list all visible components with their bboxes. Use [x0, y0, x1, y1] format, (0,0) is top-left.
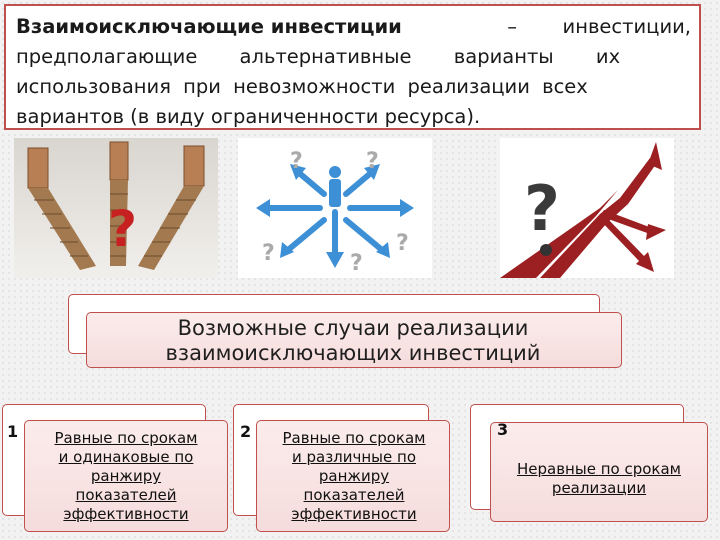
definition-dash: –: [507, 15, 518, 38]
red-arrow-question-mark: ?: [524, 172, 560, 245]
doors-question-mark: ?: [108, 200, 138, 258]
case-2-text: [262, 429, 446, 524]
definition-line-1: [16, 12, 691, 42]
case-3-line-1: Неравные по срокам: [517, 460, 681, 478]
arrows-question-mark-5: ?: [350, 251, 363, 276]
case-2-line-4: показателей: [303, 486, 405, 504]
doors-stairs-illustration: [14, 138, 218, 278]
case-3-text: [496, 460, 702, 498]
definition-line-2: предполагающие альтернативные варианты их: [16, 45, 621, 68]
definition-line-4: вариантов (в виду ограниченности ресурса).: [16, 105, 481, 128]
case-2-line-3: ранжиру: [318, 467, 390, 485]
person-figure-head: [329, 166, 341, 178]
arrows-question-mark-2: ?: [366, 149, 379, 174]
case-1-number: 1: [7, 422, 19, 441]
case-3-number: 3: [497, 420, 509, 439]
definition-box: [4, 4, 701, 130]
arrows-figure-image: [238, 138, 432, 278]
case-1-line-3: ранжиру: [90, 467, 162, 485]
definition-line-1-rest: инвестиции,: [562, 15, 691, 38]
case-1-text: [34, 429, 218, 524]
case-2-line-2: и различные по: [291, 448, 417, 466]
definition-term: Взаимоисключающие инвестиции: [16, 15, 402, 38]
case-2-line-1: Равные по срокам: [282, 429, 426, 447]
cases-title-line-2: взаимоисключающих инвестиций: [165, 341, 541, 365]
case-1-line-1: Равные по срокам: [54, 429, 198, 447]
arrows-question-mark-3: ?: [262, 241, 275, 266]
case-1-line-2: и одинаковые по: [58, 448, 194, 466]
case-1-line-4: показателей: [75, 486, 177, 504]
case-1-line-5: эффективности: [63, 505, 189, 523]
cases-title: [88, 316, 618, 366]
arrows-question-mark-4: ?: [396, 231, 409, 256]
case-2-number: 2: [240, 422, 252, 441]
red-arrow-image: [500, 138, 674, 278]
case-3-line-2: реализации: [551, 479, 647, 497]
arrows-question-mark-1: ?: [290, 149, 303, 174]
cases-title-line-1: Возможные случаи реализации: [177, 316, 529, 340]
person-figure-body: [329, 179, 341, 207]
doors-stairs-image: [14, 138, 218, 278]
definition-line-3: использования при невозможности реализации всех: [16, 75, 588, 98]
red-arrow-illustration: [500, 138, 674, 278]
arrows-figure-illustration: [238, 138, 432, 278]
case-2-line-5: эффективности: [291, 505, 417, 523]
